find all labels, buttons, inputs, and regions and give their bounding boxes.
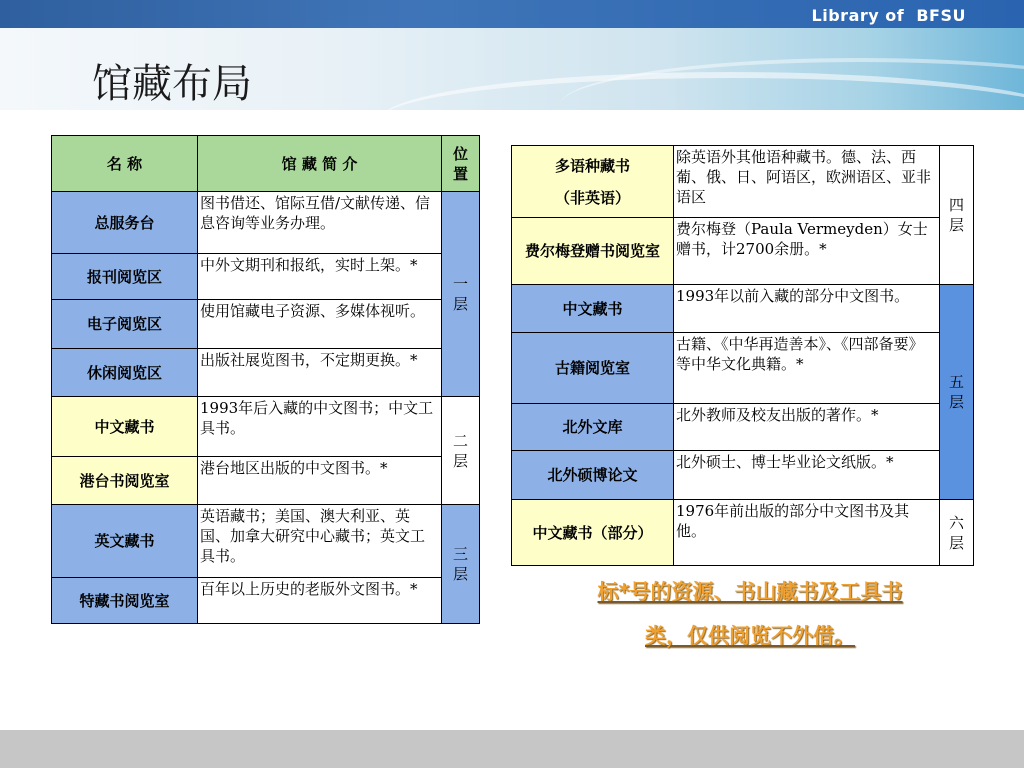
row-name: 北外文库 [512, 404, 674, 451]
row-description: 图书借还、馆际互借/文献传递、信息咨询等业务办理。 [198, 192, 442, 254]
header-description: 馆 藏 简 介 [198, 136, 442, 192]
row-description: 古籍、《中华再造善本》、《四部备要》等中华文化典籍。* [674, 333, 940, 404]
row-name: 港台书阅览室 [52, 457, 198, 505]
row-description: 中外文期刊和报纸，实时上架。* [198, 254, 442, 300]
table-row [512, 146, 974, 218]
row-description: 北外硕士、博士毕业论文纸版。* [674, 451, 940, 500]
left-collection-table [51, 135, 480, 624]
row-name: 多语种藏书 （非英语） [512, 146, 674, 218]
table-header-row [52, 136, 480, 192]
row-name: 北外硕博论文 [512, 451, 674, 500]
top-bar [0, 0, 1024, 28]
header-floor: 位置 [442, 136, 480, 192]
row-name: 中文藏书 [512, 285, 674, 333]
slide-title: 馆藏布局 [92, 61, 252, 107]
row-description: 出版社展览图书，不定期更换。* [198, 349, 442, 397]
table-row [52, 192, 480, 254]
table-row [52, 457, 480, 505]
row-name: 电子阅览区 [52, 300, 198, 349]
restriction-note [530, 570, 970, 658]
row-description: 英语藏书；美国、澳大利亚、英国、加拿大研究中心藏书；英文工具书。 [198, 505, 442, 578]
table-row [512, 451, 974, 500]
row-name: 古籍阅览室 [512, 333, 674, 404]
table-row [52, 300, 480, 349]
row-description: 除英语外其他语种藏书。德、法、西葡、俄、日、阿语区，欧洲语区、亚非语区 [674, 146, 940, 218]
table-row [512, 218, 974, 285]
table-row [52, 349, 480, 397]
row-description: 1993年以前入藏的部分中文图书。 [674, 285, 940, 333]
note-line: 类，仅供阅览不外借。 [645, 624, 855, 648]
row-description: 使用馆藏电子资源、多媒体视听。 [198, 300, 442, 349]
note-line: 标*号的资源、书山藏书及工具书 [597, 580, 903, 604]
table-row [512, 500, 974, 566]
library-label: Library of BFSU [811, 6, 966, 25]
row-name: 英文藏书 [52, 505, 198, 578]
row-name: 费尔梅登赠书阅览室 [512, 218, 674, 285]
header-name: 名 称 [52, 136, 198, 192]
row-name: 休闲阅览区 [52, 349, 198, 397]
table-row [52, 397, 480, 457]
row-name: 特藏书阅览室 [52, 578, 198, 624]
decorative-swoosh [560, 58, 1024, 110]
floor-label: 五层 [940, 285, 974, 500]
row-description: 北外教师及校友出版的著作。* [674, 404, 940, 451]
floor-label: 三层 [442, 505, 480, 624]
table-row [52, 505, 480, 578]
row-name: 总服务台 [52, 192, 198, 254]
bottom-bar [0, 730, 1024, 768]
floor-label: 四层 [940, 146, 974, 285]
row-description: 1976年前出版的部分中文图书及其他。 [674, 500, 940, 566]
table-row [512, 285, 974, 333]
row-description: 百年以上历史的老版外文图书。* [198, 578, 442, 624]
table-row [52, 578, 480, 624]
floor-label: 一层 [442, 192, 480, 397]
table-row [512, 404, 974, 451]
row-name: 中文藏书（部分） [512, 500, 674, 566]
table-row [512, 333, 974, 404]
row-description: 1993年后入藏的中文图书；中文工具书。 [198, 397, 442, 457]
row-description: 费尔梅登（Paula Vermeyden）女士赠书，计2700余册。* [674, 218, 940, 285]
row-name: 中文藏书 [52, 397, 198, 457]
row-description: 港台地区出版的中文图书。* [198, 457, 442, 505]
row-name: 报刊阅览区 [52, 254, 198, 300]
right-collection-table [511, 145, 974, 566]
floor-label: 二层 [442, 397, 480, 505]
table-row [52, 254, 480, 300]
floor-label: 六层 [940, 500, 974, 566]
